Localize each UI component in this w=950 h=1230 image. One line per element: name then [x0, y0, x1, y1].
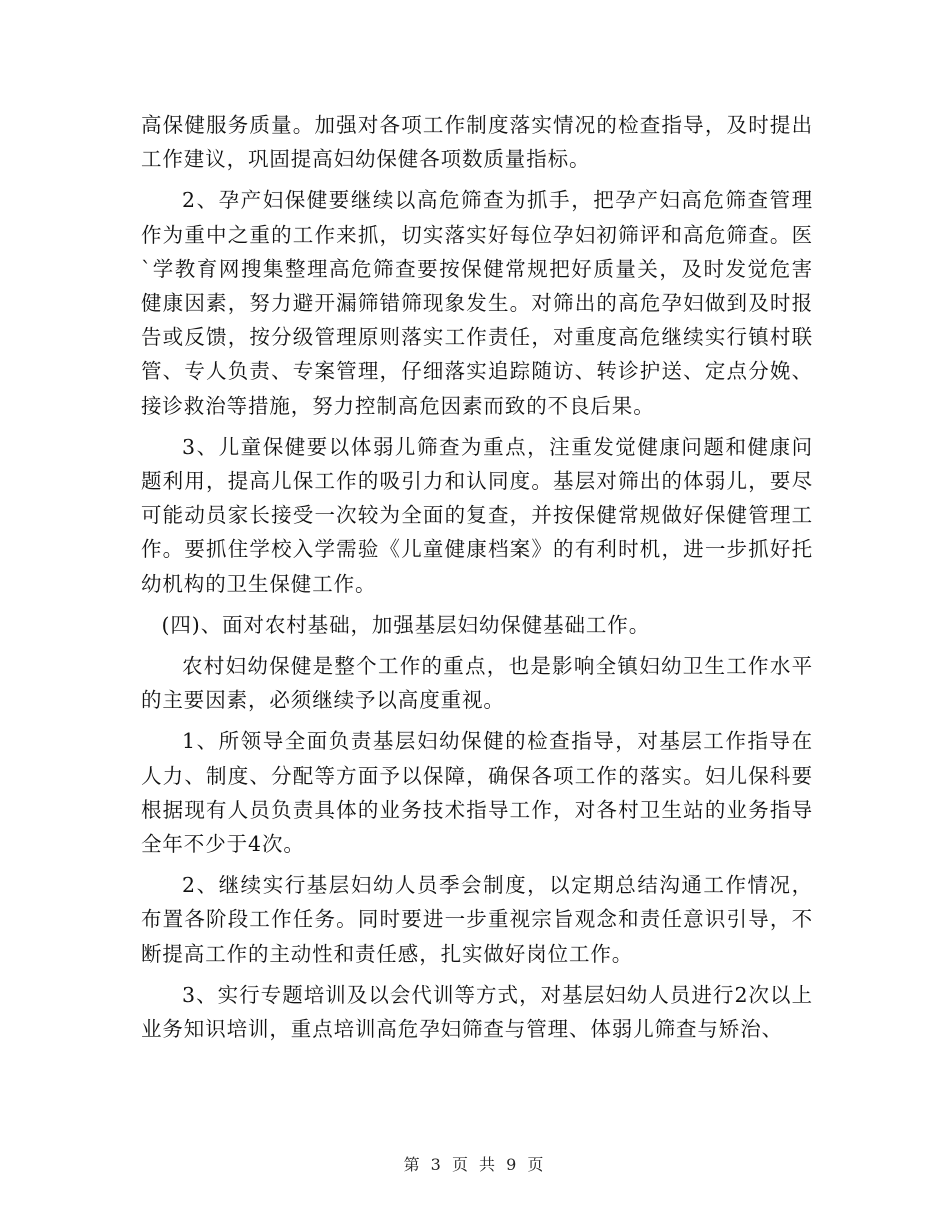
section-heading-four: (四)、面对农村基础，加强基层妇幼保健基础工作。	[161, 612, 651, 637]
document-body	[141, 108, 813, 1053]
paragraph-rural-intro: 农村妇幼保健是整个工作的重点，也是影响全镇妇幼卫生工作水平的主要因素，必须继续予以高度重视。	[141, 654, 813, 713]
paragraph-continuation: 高保健服务质量。加强对各项工作制度落实情况的检查指导，及时提出工作建议，巩固提高妇幼保健各项数质量指标。	[141, 113, 813, 172]
page-number-footer: 第 3 页 共 9 页	[403, 1155, 547, 1174]
paragraph-item-3: 3、实行专题培训及以会代训等方式，对基层妇幼人员进行2次以上业务知识培训，重点培训高危孕妇筛查与管理、体弱儿筛查与矫治、	[141, 982, 813, 1042]
paragraph-item-1: 1、所领导全面负责基层妇幼保健的检查指导，对基层工作指导在人力、制度、分配等方面予以保障，确保各项工作的落实。妇儿保科要根据现有人员负责具体的业务技术指导工作，对各村卫生站的业务指导全年不少于4次。	[141, 729, 813, 857]
paragraph-maternal-care: 2、孕产妇保健要继续以高危筛查为抓手，把孕产妇高危筛查管理作为重中之重的工作来抓，切实落实好每位孕妇初筛评和高危筛查。医`学教育网搜集整理高危筛查要按保健常规把好质量关，及时发觉危害健康因素，努力避开漏筛错筛现象发生。对筛出的高危孕妇做到及时报告或反馈，按分级管理原则落实工作责任，对重度高危继续实行镇村联管、专人负责、专案管理，仔细落实追踪随访、转诊护送、定点分娩、接诊救治等措施，努力控制高危因素而致的不良后果。	[141, 188, 813, 418]
paragraph-item-2: 2、继续实行基层妇幼人员季会制度，以定期总结沟通工作情况，布置各阶段工作任务。同时要进一步重视宗旨观念和责任意识引导，不断提高工作的主动性和责任感，扎实做好岗位工作。	[141, 873, 813, 966]
paragraph-child-care: 3、儿童保健要以体弱儿筛查为重点，注重发觉健康问题和健康问题利用，提高儿保工作的吸引力和认同度。基层对筛出的体弱儿，要尽可能动员家长接受一次较为全面的复查，并按保健常规做好保健管理工作。要抓住学校入学需验《儿童健康档案》的有利时机，进一步抓好托幼机构的卫生保健工作。	[141, 434, 813, 596]
